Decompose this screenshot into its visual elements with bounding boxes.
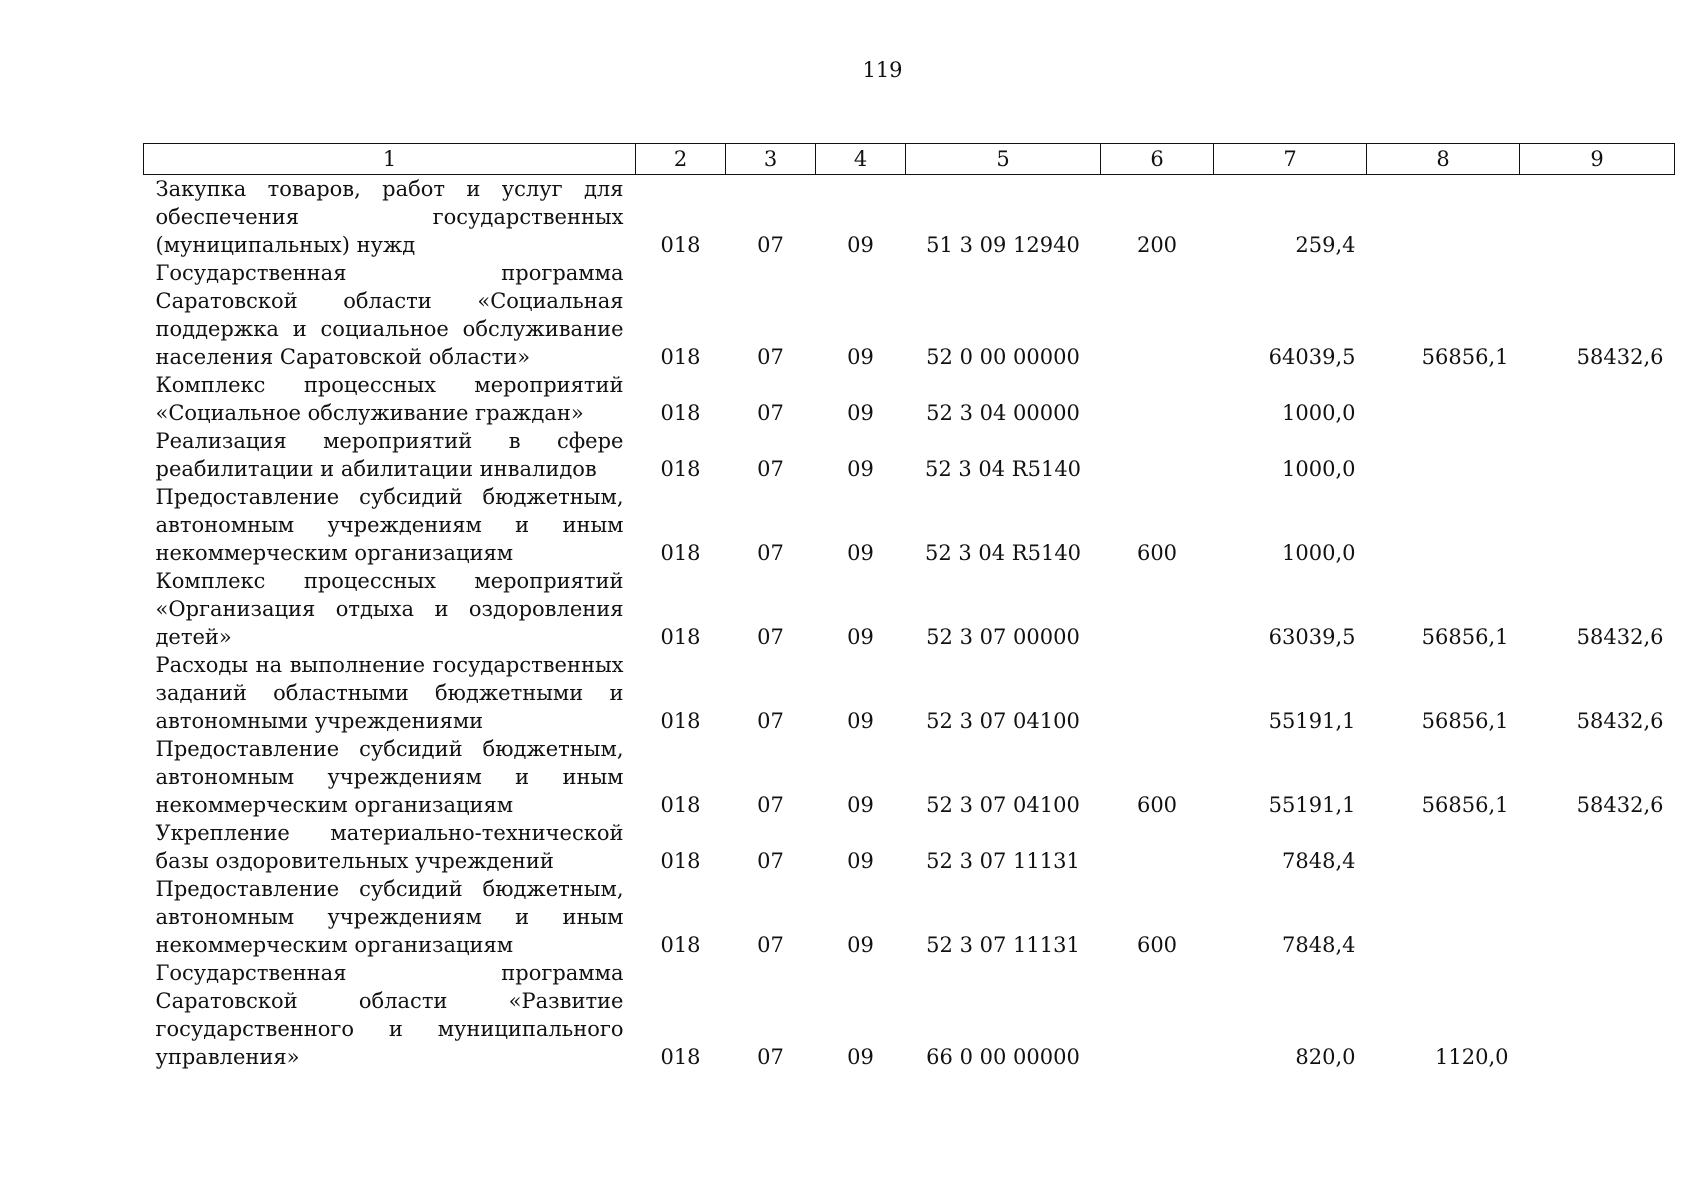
page-number: 119 [862,58,903,82]
cell-amount-col9 [1520,875,1675,959]
cell-target-article: 66 0 00 00000 [926,1045,1080,1069]
cell-amount-col7: 820,0 [1295,1045,1356,1069]
cell-ministry-code: 018 [660,709,701,733]
cell-expense-type: 600 [1136,541,1178,565]
cell-section-code: 07 [757,849,784,873]
cell-amount-col8 [1367,819,1520,875]
cell-target-article: 52 3 04 R5140 [924,457,1082,481]
cell-amount-col7: 63039,5 [1268,625,1356,649]
column-header-8: 8 [1367,144,1520,175]
cell-ministry-code: 018 [660,233,701,257]
cell-amount-col8 [1367,175,1520,260]
cell-amount-col9: 58432,6 [1576,793,1664,817]
cell-target-article: 52 3 07 00000 [926,625,1080,649]
table-row [144,735,1675,819]
column-header-2: 2 [636,144,726,175]
cell-expense-type [1101,259,1214,371]
column-header-4: 4 [816,144,906,175]
cell-target-article: 52 3 07 04100 [926,793,1080,817]
cell-expense-type [1101,427,1214,483]
column-header-3: 3 [726,144,816,175]
row-description: Закупка товаров, работ и услуг для обеспечения государственных (муниципальных) нужд [155,177,624,257]
row-description: Комплекс процессных мероприятий «Организация отдыха и оздоровления детей» [155,569,624,649]
cell-expense-type [1101,819,1214,875]
table-row [144,259,1675,371]
row-description: Реализация мероприятий в сфере реабилитации и абилитации инвалидов [155,429,624,481]
cell-expense-type [1101,567,1214,651]
row-description: Предоставление субсидий бюджетным, автономным учреждениям и иным некоммерческим организациям [155,485,624,565]
cell-ministry-code: 018 [660,401,701,425]
table-row [144,651,1675,735]
cell-amount-col7: 64039,5 [1268,345,1356,369]
cell-amount-col9: 58432,6 [1576,709,1664,733]
cell-amount-col7: 259,4 [1295,233,1356,257]
cell-amount-col8 [1367,427,1520,483]
table-row [144,175,1675,260]
cell-amount-col9 [1520,371,1675,427]
cell-ministry-code: 018 [660,1045,701,1069]
cell-amount-col8: 56856,1 [1421,345,1509,369]
cell-subsection-code: 09 [847,457,874,481]
row-description: Государственная программа Саратовской области «Социальная поддержка и социальное обслуживание населения Саратовской области» [155,261,624,369]
column-header-7: 7 [1214,144,1367,175]
cell-section-code: 07 [757,793,784,817]
cell-expense-type [1101,651,1214,735]
column-header-5: 5 [906,144,1101,175]
cell-amount-col7: 7848,4 [1282,933,1356,957]
cell-amount-col7: 1000,0 [1282,401,1356,425]
cell-amount-col8 [1367,483,1520,567]
cell-amount-col7: 7848,4 [1282,849,1356,873]
table-row [144,483,1675,567]
cell-subsection-code: 09 [847,233,874,257]
column-header-6: 6 [1101,144,1214,175]
row-description: Комплекс процессных мероприятий «Социальное обслуживание граждан» [155,373,624,425]
cell-subsection-code: 09 [847,793,874,817]
column-header-1: 1 [144,144,636,175]
cell-subsection-code: 09 [847,1045,874,1069]
header-row [144,144,1675,175]
row-description: Укрепление материально-технической базы оздоровительных учреждений [155,821,624,873]
cell-ministry-code: 018 [660,457,701,481]
cell-amount-col9 [1520,483,1675,567]
table-body [144,175,1675,1072]
cell-ministry-code: 018 [660,345,701,369]
table-row [144,959,1675,1071]
cell-ministry-code: 018 [660,541,701,565]
cell-ministry-code: 018 [660,933,701,957]
cell-expense-type: 200 [1136,233,1178,257]
cell-section-code: 07 [757,345,784,369]
cell-amount-col8: 56856,1 [1421,709,1509,733]
cell-amount-col8 [1367,875,1520,959]
table-row [144,875,1675,959]
table-row [144,567,1675,651]
row-description: Государственная программа Саратовской области «Развитие государственного и муниципального управления» [155,961,624,1069]
table-header [144,144,1675,175]
cell-section-code: 07 [757,1045,784,1069]
cell-target-article: 51 3 09 12940 [926,233,1080,257]
cell-section-code: 07 [757,457,784,481]
cell-amount-col8: 1120,0 [1435,1045,1509,1069]
cell-ministry-code: 018 [660,793,701,817]
cell-expense-type: 600 [1136,793,1178,817]
cell-subsection-code: 09 [847,933,874,957]
cell-subsection-code: 09 [847,849,874,873]
cell-subsection-code: 09 [847,541,874,565]
cell-amount-col9 [1520,175,1675,260]
cell-amount-col9: 58432,6 [1576,625,1664,649]
cell-target-article: 52 3 07 11131 [926,849,1080,873]
row-description: Предоставление субсидий бюджетным, автономным учреждениям и иным некоммерческим организациям [155,877,624,957]
table-row [144,819,1675,875]
cell-amount-col9: 58432,6 [1576,345,1664,369]
cell-ministry-code: 018 [660,625,701,649]
cell-amount-col7: 1000,0 [1282,541,1356,565]
table-row [144,371,1675,427]
cell-amount-col8: 56856,1 [1421,793,1509,817]
row-description: Расходы на выполнение государственных заданий областными бюджетными и автономными учреждениями [155,653,624,733]
cell-amount-col7: 55191,1 [1268,793,1356,817]
budget-table [143,143,1675,1071]
cell-subsection-code: 09 [847,401,874,425]
cell-target-article: 52 3 04 00000 [926,401,1080,425]
cell-ministry-code: 018 [660,849,701,873]
cell-target-article: 52 0 00 00000 [926,345,1080,369]
table-row [144,427,1675,483]
cell-subsection-code: 09 [847,709,874,733]
cell-amount-col7: 1000,0 [1282,457,1356,481]
cell-amount-col9 [1520,819,1675,875]
cell-subsection-code: 09 [847,625,874,649]
cell-section-code: 07 [757,625,784,649]
cell-target-article: 52 3 07 11131 [926,933,1080,957]
cell-subsection-code: 09 [847,345,874,369]
cell-amount-col9 [1520,427,1675,483]
cell-amount-col7: 55191,1 [1268,709,1356,733]
cell-section-code: 07 [757,401,784,425]
cell-target-article: 52 3 07 04100 [926,709,1080,733]
cell-section-code: 07 [757,709,784,733]
cell-expense-type [1101,371,1214,427]
cell-section-code: 07 [757,233,784,257]
cell-amount-col9 [1520,959,1675,1071]
cell-target-article: 52 3 04 R5140 [924,541,1082,565]
cell-section-code: 07 [757,933,784,957]
column-header-9: 9 [1520,144,1675,175]
cell-amount-col8: 56856,1 [1421,625,1509,649]
cell-expense-type: 600 [1136,933,1178,957]
cell-section-code: 07 [757,541,784,565]
row-description: Предоставление субсидий бюджетным, автономным учреждениям и иным некоммерческим организациям [155,737,624,817]
cell-expense-type [1101,959,1214,1071]
cell-amount-col8 [1367,371,1520,427]
